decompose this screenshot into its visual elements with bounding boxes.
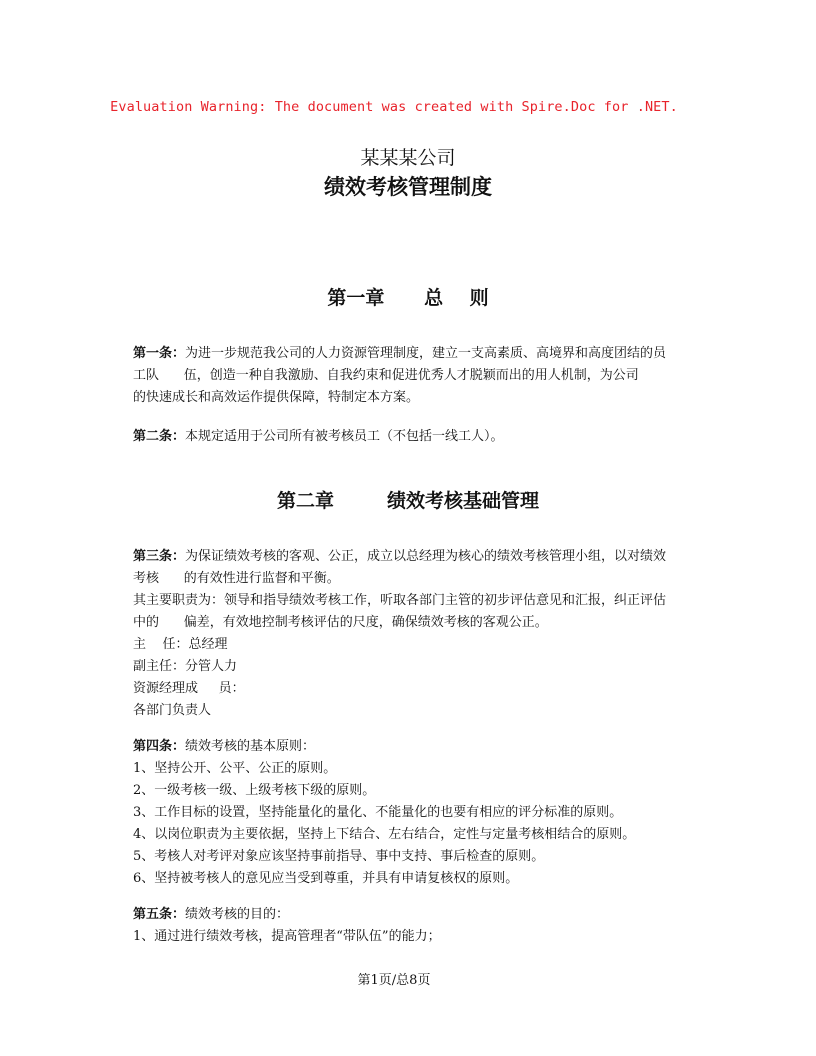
article-5: [133, 904, 693, 948]
article-4-intro: 绩效考核的基本原则：: [185, 739, 316, 754]
article-4-intro-line: [133, 736, 693, 758]
article-3-label: 第三条：: [133, 549, 186, 564]
article-4-item: 2、一级考核一级、上级考核下级的原则。: [133, 783, 376, 798]
article-3-line-3: 其主要职责为：领导和指导绩效考核工作，听取各部门主管的初步评估意见和汇报，纠正评估: [133, 593, 667, 608]
article-3-line-1: [133, 546, 693, 568]
article-5-label: 第五条：: [133, 907, 186, 922]
article-5-item: 1、通过进行绩效考核，提高管理者“带队伍”的能力；: [133, 929, 441, 944]
company-name: 某某某公司: [360, 147, 456, 169]
article-5-intro-line: [133, 904, 693, 926]
article-3-line-4: 中的 偏差，有效地控制考核评估的尺度，确保绩效考核的客观公正。: [133, 615, 548, 630]
article-2-label: 第二条：: [133, 429, 186, 444]
article-3-text-1: 为保证绩效考核的客观、公正，成立以总经理为核心的绩效考核管理小组，以对绩效: [185, 549, 667, 564]
document-title: 绩效考核管理制度: [324, 174, 492, 199]
article-4-item: 3、工作目标的设置，坚持能量化的量化、不能量化的也要有相应的评分标准的原则。: [133, 805, 623, 820]
page-number: 第1页/总8页: [357, 973, 431, 988]
evaluation-warning: Evaluation Warning: The document was created with Spire.Doc for .NET.: [110, 99, 678, 115]
article-1-line-3: 的快速成长和高效运作提供保障，特制定本方案。: [133, 390, 420, 405]
chapter-1-heading: 第一章 总 则: [327, 287, 489, 309]
article-3-line-2: 考核 的有效性进行监督和平衡。: [133, 571, 340, 586]
article-3-line-6: 副主任：分管人力: [133, 659, 238, 674]
article-3-line-5: 主 任：总经理: [133, 637, 228, 652]
chapter-2-heading: 第二章 绩效考核基础管理: [277, 490, 539, 512]
article-1-text-1: 为进一步规范我公司的人力资源管理制度，建立一支高素质、高境界和高度团结的员: [185, 346, 667, 361]
article-3-line-7: 资源经理成 员：: [133, 681, 245, 696]
article-4-item: 6、坚持被考核人的意见应当受到尊重，并具有申请复核权的原则。: [133, 871, 519, 886]
article-4-label: 第四条：: [133, 739, 186, 754]
article-4: [133, 736, 693, 890]
article-1-line-2: 工队 伍，创造一种自我激励、自我约束和促进优秀人才脱颖而出的用人机制，为公司: [133, 368, 639, 383]
article-2-text: 本规定适用于公司所有被考核员工（不包括一线工人）。: [185, 429, 504, 444]
article-1: [133, 343, 693, 409]
article-1-label: 第一条：: [133, 346, 186, 361]
article-2: [133, 426, 693, 448]
article-3: [133, 546, 693, 722]
article-2-line: [133, 426, 693, 448]
article-5-intro: 绩效考核的目的：: [185, 907, 290, 922]
article-1-line-1: [133, 343, 693, 365]
article-4-item: 5、考核人对考评对象应该坚持事前指导、事中支持、事后检查的原则。: [133, 849, 545, 864]
article-4-item: 4、以岗位职责为主要依据，坚持上下结合、左右结合，定性与定量考核相结合的原则。: [133, 827, 636, 842]
article-3-line-8: 各部门负责人: [133, 703, 212, 718]
article-4-item: 1、坚持公开、公平、公正的原则。: [133, 761, 337, 776]
